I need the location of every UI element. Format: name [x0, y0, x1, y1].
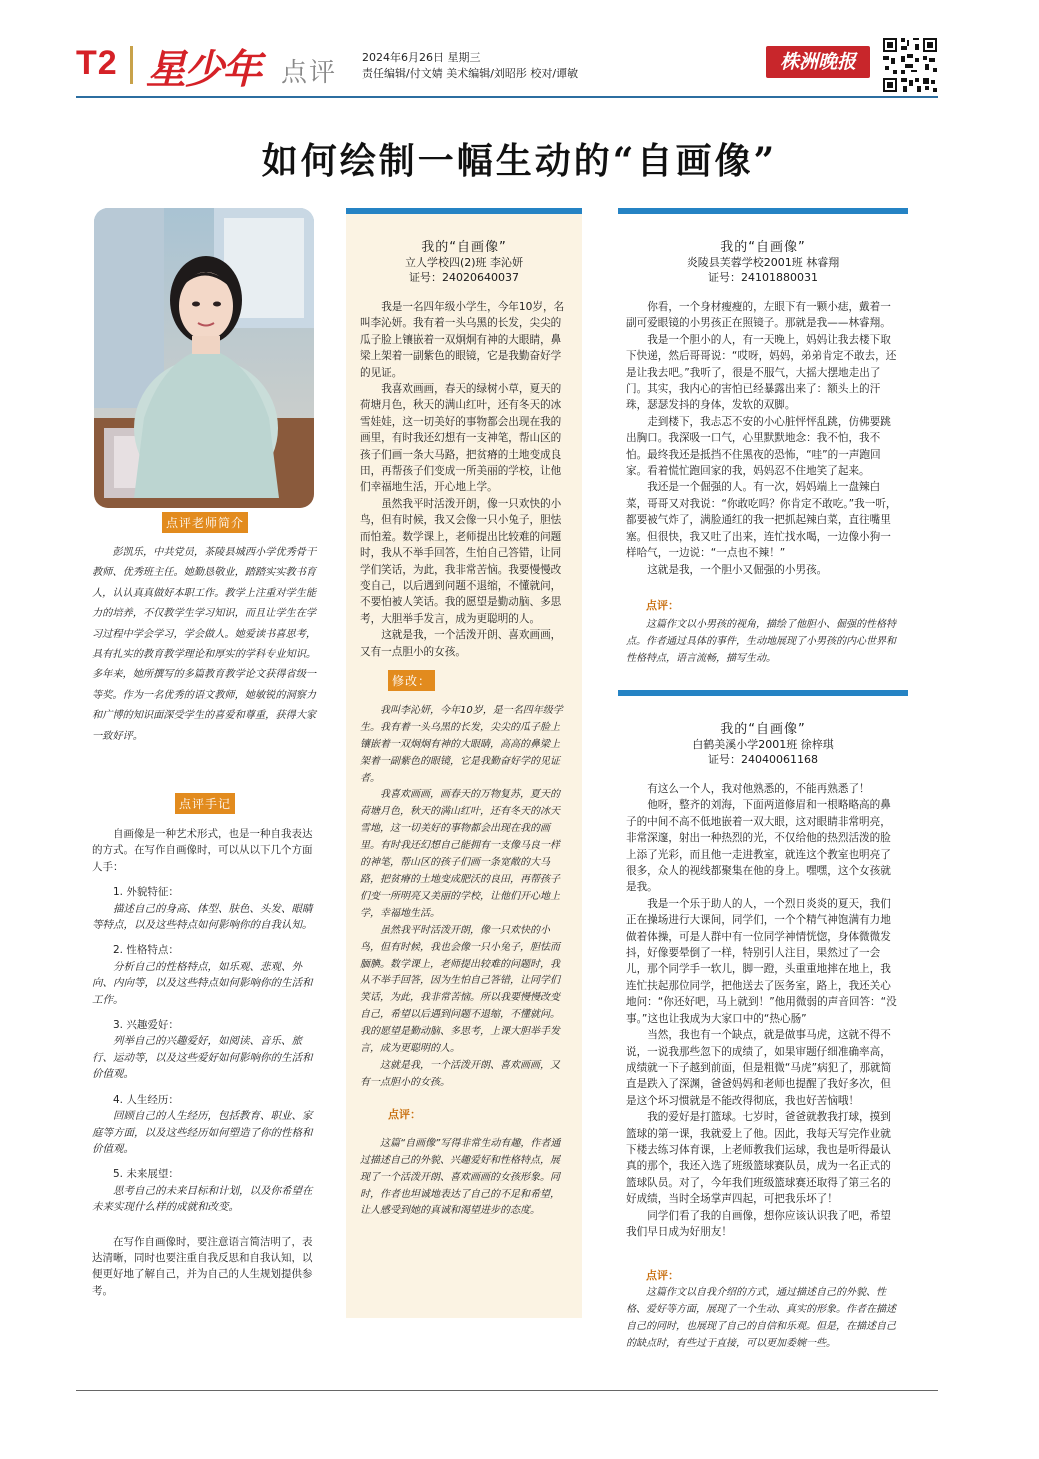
comment-label-wrap — [618, 594, 908, 613]
essay-title: 我的“自画像” — [421, 240, 507, 255]
essay-top-bar — [618, 208, 908, 214]
footer-rule — [76, 1390, 938, 1391]
page-number: T2 — [76, 44, 118, 82]
notes-item-text: 描述自己的身高、体型、肤色、头发、眼睛等特点，以及这些特点如何影响你的自我认知。 — [92, 902, 313, 932]
revision-label-wrap — [346, 670, 582, 691]
issue-date: 2024年6月26日 星期三 — [362, 51, 481, 64]
essay-body: 我是一名四年级小学生，今年10岁，名叫李沁妍。我有着一头乌黑的长发，尖尖的瓜子脸上镶嵌着一双炯炯有神的大眼睛，鼻梁上架着一副紫色的眼镜，它是我勤奋好学的见证。 我喜欢画画，春天的绿树小草，夏天的荷塘月色，秋天的满山红叶，还有冬天的冰雪娃娃，这一切美好的事物都会出现在我的画里，有时我还幻想有一支神笔，帮山区的孩子们画一条大马路，把贫瘠的土地变成良田，再帮孩子们变成一所美丽的学校，让他们幸福地生活，开心地上学。 虽然我平时活泼开朗，像一只欢快的小鸟，但有时候，我又会像一只小兔子，胆怯而怕羞。数学课上，老师提出比较难的问题时，我从不举手回答，生怕自己答错，让同学们笑话，为此，我非常苦恼。我要慢慢改变自己，以后遇到问题不退缩，不懂就问，不要怕被人笑话。我的愿望是勤动脑、多思考，大胆举手发言，成为更聪明的人。 这就是我，一个活泼开朗、喜欢画画，又有一点胆小的女孩。 — [360, 301, 565, 658]
notes-item-head: 1. 外貌特征： — [113, 886, 179, 899]
comment-label: 点评： — [646, 598, 679, 612]
comment-label: 点评： — [646, 1269, 679, 1283]
essay-top-bar — [618, 690, 908, 696]
comment-label: 点评： — [388, 1107, 421, 1121]
brand-logo: 星少年 — [146, 46, 260, 93]
essay-cert: 证号：24020640037 — [409, 271, 519, 284]
section-name: 点评 — [281, 58, 338, 88]
comment-body: 这篇作文以小男孩的视角，描绘了他胆小、倔强的性格特点。作者通过具体的事件，生动地展现了小男孩的内心世界和性格特点，语言流畅，描写生动。 — [626, 618, 896, 664]
notes-item-head: 4. 人生经历： — [113, 1093, 179, 1106]
revision-label: 修改： — [388, 670, 435, 691]
header-rule — [76, 96, 938, 98]
dateline — [362, 50, 578, 82]
notes-intro: 自画像是一种艺术形式，也是一种自我表达的方式。在写作自画像时，可以从以下几个方面人手： — [92, 828, 313, 873]
notes-item-head: 2. 性格特点： — [113, 944, 179, 957]
essay-cert: 证号：24040061168 — [708, 753, 818, 766]
teacher-intro-label-wrap — [92, 512, 318, 533]
page-title: 如何绘制一幅生动的“自画像” — [261, 140, 778, 182]
essay-author: 白鹤美溪小学2001班 徐梓琪 — [692, 738, 834, 751]
notes-body — [92, 826, 318, 1299]
notes-label-wrap — [92, 793, 318, 814]
essay-body: 你看，一个身材瘦瘦的，左眼下有一颗小痣，戴着一副可爱眼镜的小男孩正在照镜子。那就是我——林睿翔。 我是一个胆小的人，有一天晚上，妈妈让我去楼下取下快递，然后哥哥说：“哎呀，妈妈，弟弟肯定不敢去，还是让我去吧。”我听了，很是不服气，大摇大摆地走出了门。其实，我内心的害怕已经暴露出来了：额头上的汗珠，瑟瑟发抖的身体，发软的双脚。 走到楼下，我忐忑不安的小心脏怦怦乱跳，仿佛要跳出胸口。我深吸一口气，心里默默地念：我不怕，我不怕。最终我还是抵挡不住黑夜的恐怖，“哇”的一声跑回家。看着慌忙跑回家的我，妈妈忍不住地笑了起来。 我还是一个倔强的人。有一次，妈妈端上一盘辣白菜，哥哥又对我说：“你敢吃吗？你肯定不敢吃。”我一听，都要被气炸了，满脸通红的我一把抓起辣白菜，直往嘴里塞。但很快，我又吐了出来，连忙找水喝，一边像小狗一样哈气，一边说：“一点也不辣！” 这就是我，一个胆小又倔强的小男孩。 — [626, 301, 897, 576]
notes-label: 点评手记 — [175, 793, 235, 814]
notes-item-text: 列举自己的兴趣爱好，如阅读、音乐、旅行、运动等，以及这些爱好如何影响你的生活和价值观。 — [92, 1035, 313, 1081]
notes-outro: 在写作自画像时，要注意语言简洁明了，表达清晰，同时也要注重自我反思和自我认知，以便更好地了解自己，并为自己的人生规划提供参考。 — [92, 1235, 313, 1297]
revision-body: 我叫李沁妍，今年10岁，是一名四年级学生。我有着一头乌黑的长发，尖尖的瓜子脸上镶嵌着一双炯炯有神的大眼睛，高高的鼻梁上架着一副紫色的眼镜，它是我勤奋好学的见证者。 我喜欢画画，画春天的万物复苏，夏天的荷塘月色，秋天的满山红叶，还有冬天的冰天雪地，这一切美好的事物都会出现在我的画里。有时我还幻想自己能拥有一支像马良一样的神笔，帮山区的孩子们画一条宽敞的大马路，把贫瘠的土地变成肥沃的良田，再帮孩子们变一所明亮又美丽的学校，让他们开心地上学，幸福地生活。 虽然我平时活泼开朗，像一只欢快的小鸟，但有时候，我也会像一只小兔子，胆怯而腼腆。数学课上，老师提出较难的问题时，我从不举手回答，因为生怕自己答错，让同学们笑话，为此，我非常苦恼。所以我要慢慢改变自己，希望以后遇到问题不退缩，不懂就问。我的愿望是勤动脑、多思考，上课大胆举手发言，成为更聪明的人。 这就是我，一个活泼开朗、喜欢画画，又有一点胆小的女孩。 — [360, 704, 563, 1088]
notes-item-head: 3. 兴趣爱好： — [113, 1019, 179, 1032]
masthead — [76, 32, 938, 102]
teacher-photo — [94, 208, 314, 508]
notes-item-head: 5. 未来展望： — [113, 1168, 179, 1181]
essay-title: 我的“自画像” — [720, 240, 806, 255]
masthead-divider — [130, 46, 133, 84]
comment-body: 这篇作文以自我介绍的方式，通过描述自己的外貌、性格、爱好等方面，展现了一个生动、真实的形象。作者在描述自己的同时，也展现了自己的自信和乐观。但是，在描述自己的缺点时，有些过于直接，可以更加委婉一些。 — [626, 1287, 896, 1350]
comment-label-wrap — [618, 1264, 908, 1283]
notes-item-text: 思考自己的未来目标和计划，以及你希望在未来实现什么样的成就和改变。 — [92, 1184, 313, 1214]
teacher-intro-label: 点评老师简介 — [162, 512, 248, 533]
notes-item-text: 回顾自己的人生经历，包括教育、职业、家庭等方面，以及这些经历如何塑造了你的性格和价值观。 — [92, 1110, 313, 1155]
teacher-bio: 彭凯乐，中共党员，茶陵县城西小学优秀骨干教师、优秀班主任。她勤恳敬业，踏踏实实教书育人，认认真真做好本职工作。教学上注重对学生能力的培养，不仅教学生学习知识，而且让学生在学习过程中学会学习，学会做人。她爱读书喜思考，具有扎实的教育教学理论和厚实的学科专业知识。多年来，她所撰写的多篇教育教学论文获得省级一等奖。作为一名优秀的语文教师，她敏锐的洞察力和广博的知识面深受学生的喜爱和尊重，获得大家一致好评。 — [92, 547, 317, 742]
essay-li-qinyan — [346, 208, 582, 1318]
editor-credits: 责任编辑/付文婧 美术编辑/刘昭彤 校对/谭敏 — [362, 67, 579, 80]
qr-code-icon[interactable] — [881, 36, 939, 94]
essay-author: 炎陵县芙蓉学校2001班 林睿翔 — [686, 256, 840, 269]
essay-body: 有这么一个人，我对他熟悉的，不能再熟悉了！ 他呀，整齐的刘海，下面两道修眉和一根略略高的鼻子的中间不高不低地嵌着一双大眼，这对眼睛非常明亮，非常深邃，射出一种热烈的光，不仅给他的热烈活泼的脸上添了光彩，而且他一走进教室，就连这个教室也明亮了很多，众人的视线都聚集在他的身上。嘿嘿，这个女孩就是我。 我是一个乐于助人的人，一个烈日炎炎的夏天，我们正在操场进行大课间，同学们，一个个精气神饱满有力地做着体操，可是人群中有一位同学神情恍惚，身体微微发抖，好像要晕倒了一样，特别引人注目，果然过了一会儿，那个同学手一软儿，脚一蹬，头重重地摔在地上，我连忙扶起那位同学，把他送去了医务室，路上，我还关心地问：“你还好吧，马上就到！”他用微弱的声音回答：“没事。”这也让我成为大家口中的“热心肠” 当然，我也有一个缺点，就是做事马虎，这就不得不说，一说我那些忽下的成绩了，如果审题仔细准确率高，成绩就一下子越到前面，但是粗微“马虎”病犯了，那就简直是跌入了深渊，爸爸妈妈和老师也提醒了我好多次，但是这个坏习惯就是不能改得彻底，我也好苦恼哦！ 我的爱好是打篮球。七岁时，爸爸就教我打球，摸到篮球的第一课，我就爱上了他。因此，我每天写完作业就下楼去练习体育课，上老师教我们运球，我也是听得最认真的那个，我还入选了班级篮球赛队员，成为一名正式的篮球队员。对了，今年我们班级篮球赛还取得了第三名的好成绩，当时全场掌声四起，可把我乐坏了！ 同学们看了我的自画像，想你应该认识我了吧，希望我们早日成为好朋友！ — [626, 783, 897, 1238]
essay-top-bar — [346, 208, 582, 214]
essay-title: 我的“自画像” — [720, 722, 806, 737]
comment-body: 这篇“自画像”写得非常生动有趣，作者通过描述自己的外貌、兴趣爱好和性格特点，展现了一个活泼开朗、喜欢画画的女孩形象。同时，作者也坦诚地表达了自己的不足和希望，让人感受到她的真诚和渴望进步的态度。 — [360, 1137, 561, 1217]
newspaper-logo: 株洲晚报 — [766, 46, 870, 78]
essay-cert: 证号：24101880031 — [708, 271, 818, 284]
essay-lin-ruixiang — [618, 208, 908, 668]
essay-author: 立人学校四(2)班 李沁妍 — [404, 256, 524, 269]
notes-item-text: 分析自己的性格特点，如乐观、悲观、外向、内向等，以及这些特点如何影响你的生活和工作。 — [92, 960, 313, 1006]
essay-xu-ziqi — [618, 690, 908, 1353]
